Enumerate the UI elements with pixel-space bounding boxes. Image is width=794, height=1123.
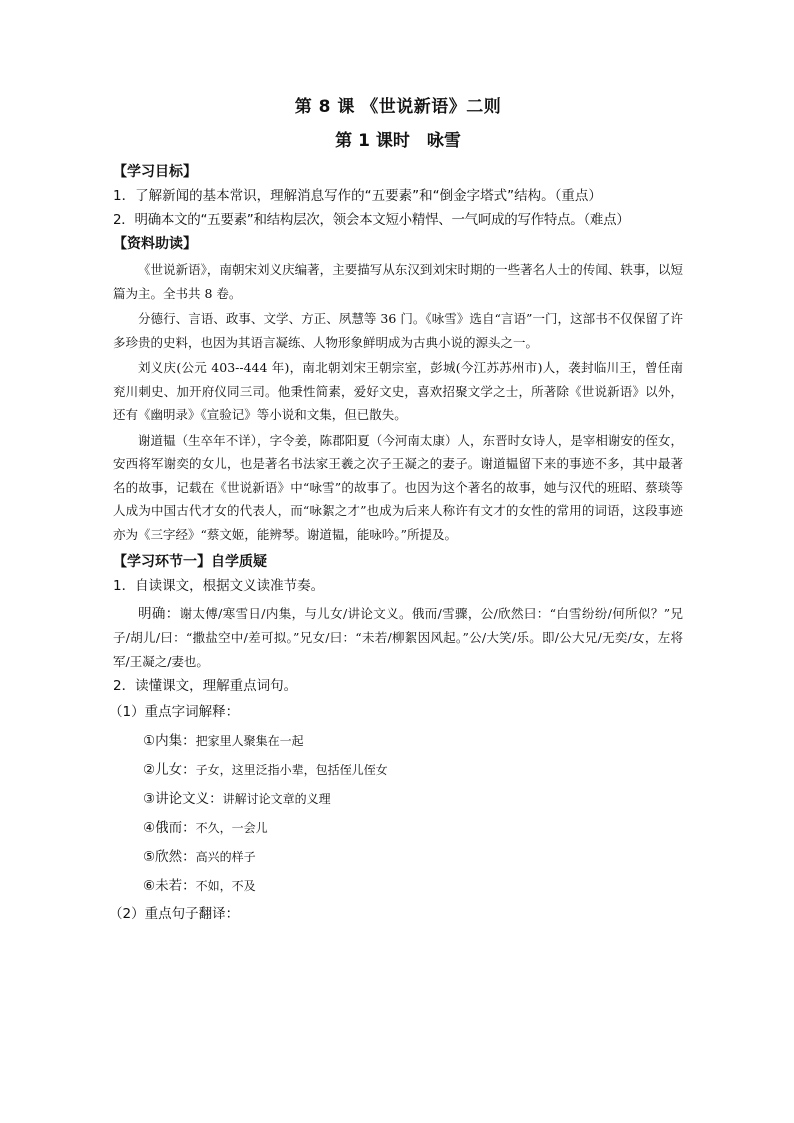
materials-heading: 【资料助读】 (113, 236, 197, 252)
word-item (113, 726, 683, 755)
word-term: ⑥未若： (143, 878, 196, 894)
section1-item-1: 1．自读课文，根据文义读准节奏。 (113, 578, 325, 594)
word-explanation-heading: （1）重点字词解释： (109, 704, 240, 720)
answer-block (113, 602, 683, 674)
lesson-title: 第 8 课 《世说新语》二则 (294, 97, 502, 117)
word-definition: 子女，这里泛指小辈，包括侄儿侄女 (195, 763, 388, 777)
word-item (113, 755, 683, 784)
materials-paragraph-4: 谢道韫（生卒年不详），字令姜，陈郡阳夏（今河南太康）人，东晋时女诗人，是宰相谢安的侄女，安西将军谢奕的女儿，也是著名书法家王羲之次子王凝之的妻子。谢道韫留下来的事迹不多，其中最著名的故事，记载在《世说新语》中“咏雪”的故事了。也因为这个著名的故事，她与汉代的班昭、蔡琰等人成为中国古代才女的代表人，而“咏絮之才”也成为后来人称许有文才的女性的常用的词语，这段事迹亦为《三字经》“蔡文姬，能辨琴。谢道韫，能咏吟。”所提及。 (113, 432, 683, 542)
word-item (113, 871, 683, 900)
lesson-subtitle: 第 1 课时 咏雪 (335, 131, 461, 151)
word-term: ④俄而： (143, 820, 196, 836)
section1-heading: 【学习环节一】自学质疑 (113, 554, 267, 570)
word-definition: 不久，一会儿 (195, 821, 268, 835)
section1-item-2: 2．读懂课文，理解重点词句。 (113, 678, 298, 694)
materials-paragraph-1: 《世说新语》，南朝宋刘义庆编著，主要描写从东汉到刘宋时期的一些著名人士的传闻、轶事，以短篇为主。全书共 8 卷。 (113, 262, 683, 301)
sentence-translation-heading: （2）重点句子翻译： (109, 906, 240, 922)
answer-label: 明确： (138, 606, 180, 622)
word-term: ⑤欣然： (143, 849, 196, 865)
goal-item-2: 2．明确本文的“五要素”和结构层次，领会本文短小精悍、一气呵成的写作特点。（难点） (113, 212, 630, 228)
word-definition: 高兴的样子 (195, 850, 256, 864)
goals-heading: 【学习目标】 (113, 164, 197, 180)
word-item (113, 813, 683, 842)
materials-paragraph-2: 分德行、言语、政事、文学、方正、夙慧等 36 门。《咏雪》选自“言语”一门，这部书不仅保留了许多珍贵的史料，也因为其语言凝练、人物形象鲜明成为古典小说的源头之一。 (113, 311, 683, 350)
word-item (113, 842, 683, 871)
word-term: ②儿女： (143, 762, 196, 778)
word-definition: 把家里人聚集在一起 (195, 734, 304, 748)
word-definition: 不如，不及 (195, 879, 256, 893)
goal-item-1: 1．了解新闻的基本常识，理解消息写作的“五要素”和“倒金字塔式”结构。（重点） (113, 188, 602, 204)
word-definition: 讲解讨论文章的义理 (222, 792, 331, 806)
document-page (109, 88, 683, 928)
materials-paragraph-3: 刘义庆(公元 403--444 年)，南北朝刘宋王朝宗室，彭城(今江苏苏州市)人，袭封临川王，曾任南兖川刺史、加开府仪同三司。他秉性简素，爱好文史，喜欢招聚文学之士，所著除《世说新语》以外，还有《幽明录》《宣验记》等小说和文集，但已散失。 (113, 360, 683, 422)
word-term: ①内集： (143, 733, 196, 749)
answer-text: 谢太傅/寒雪日/内集，与儿女/讲论文义。俄而/雪骤，公/欣然曰：“白雪纷纷/何所似？”兄子/胡儿/曰：“撒盐空中/差可拟。”兄女/曰：“未若/柳絮因风起。”公/大笑/乐。即/公大兄/无奕/女，左将军/王凝之/妻也。 (113, 606, 683, 669)
word-item (113, 784, 683, 813)
word-term: ③讲论文义： (143, 791, 223, 807)
